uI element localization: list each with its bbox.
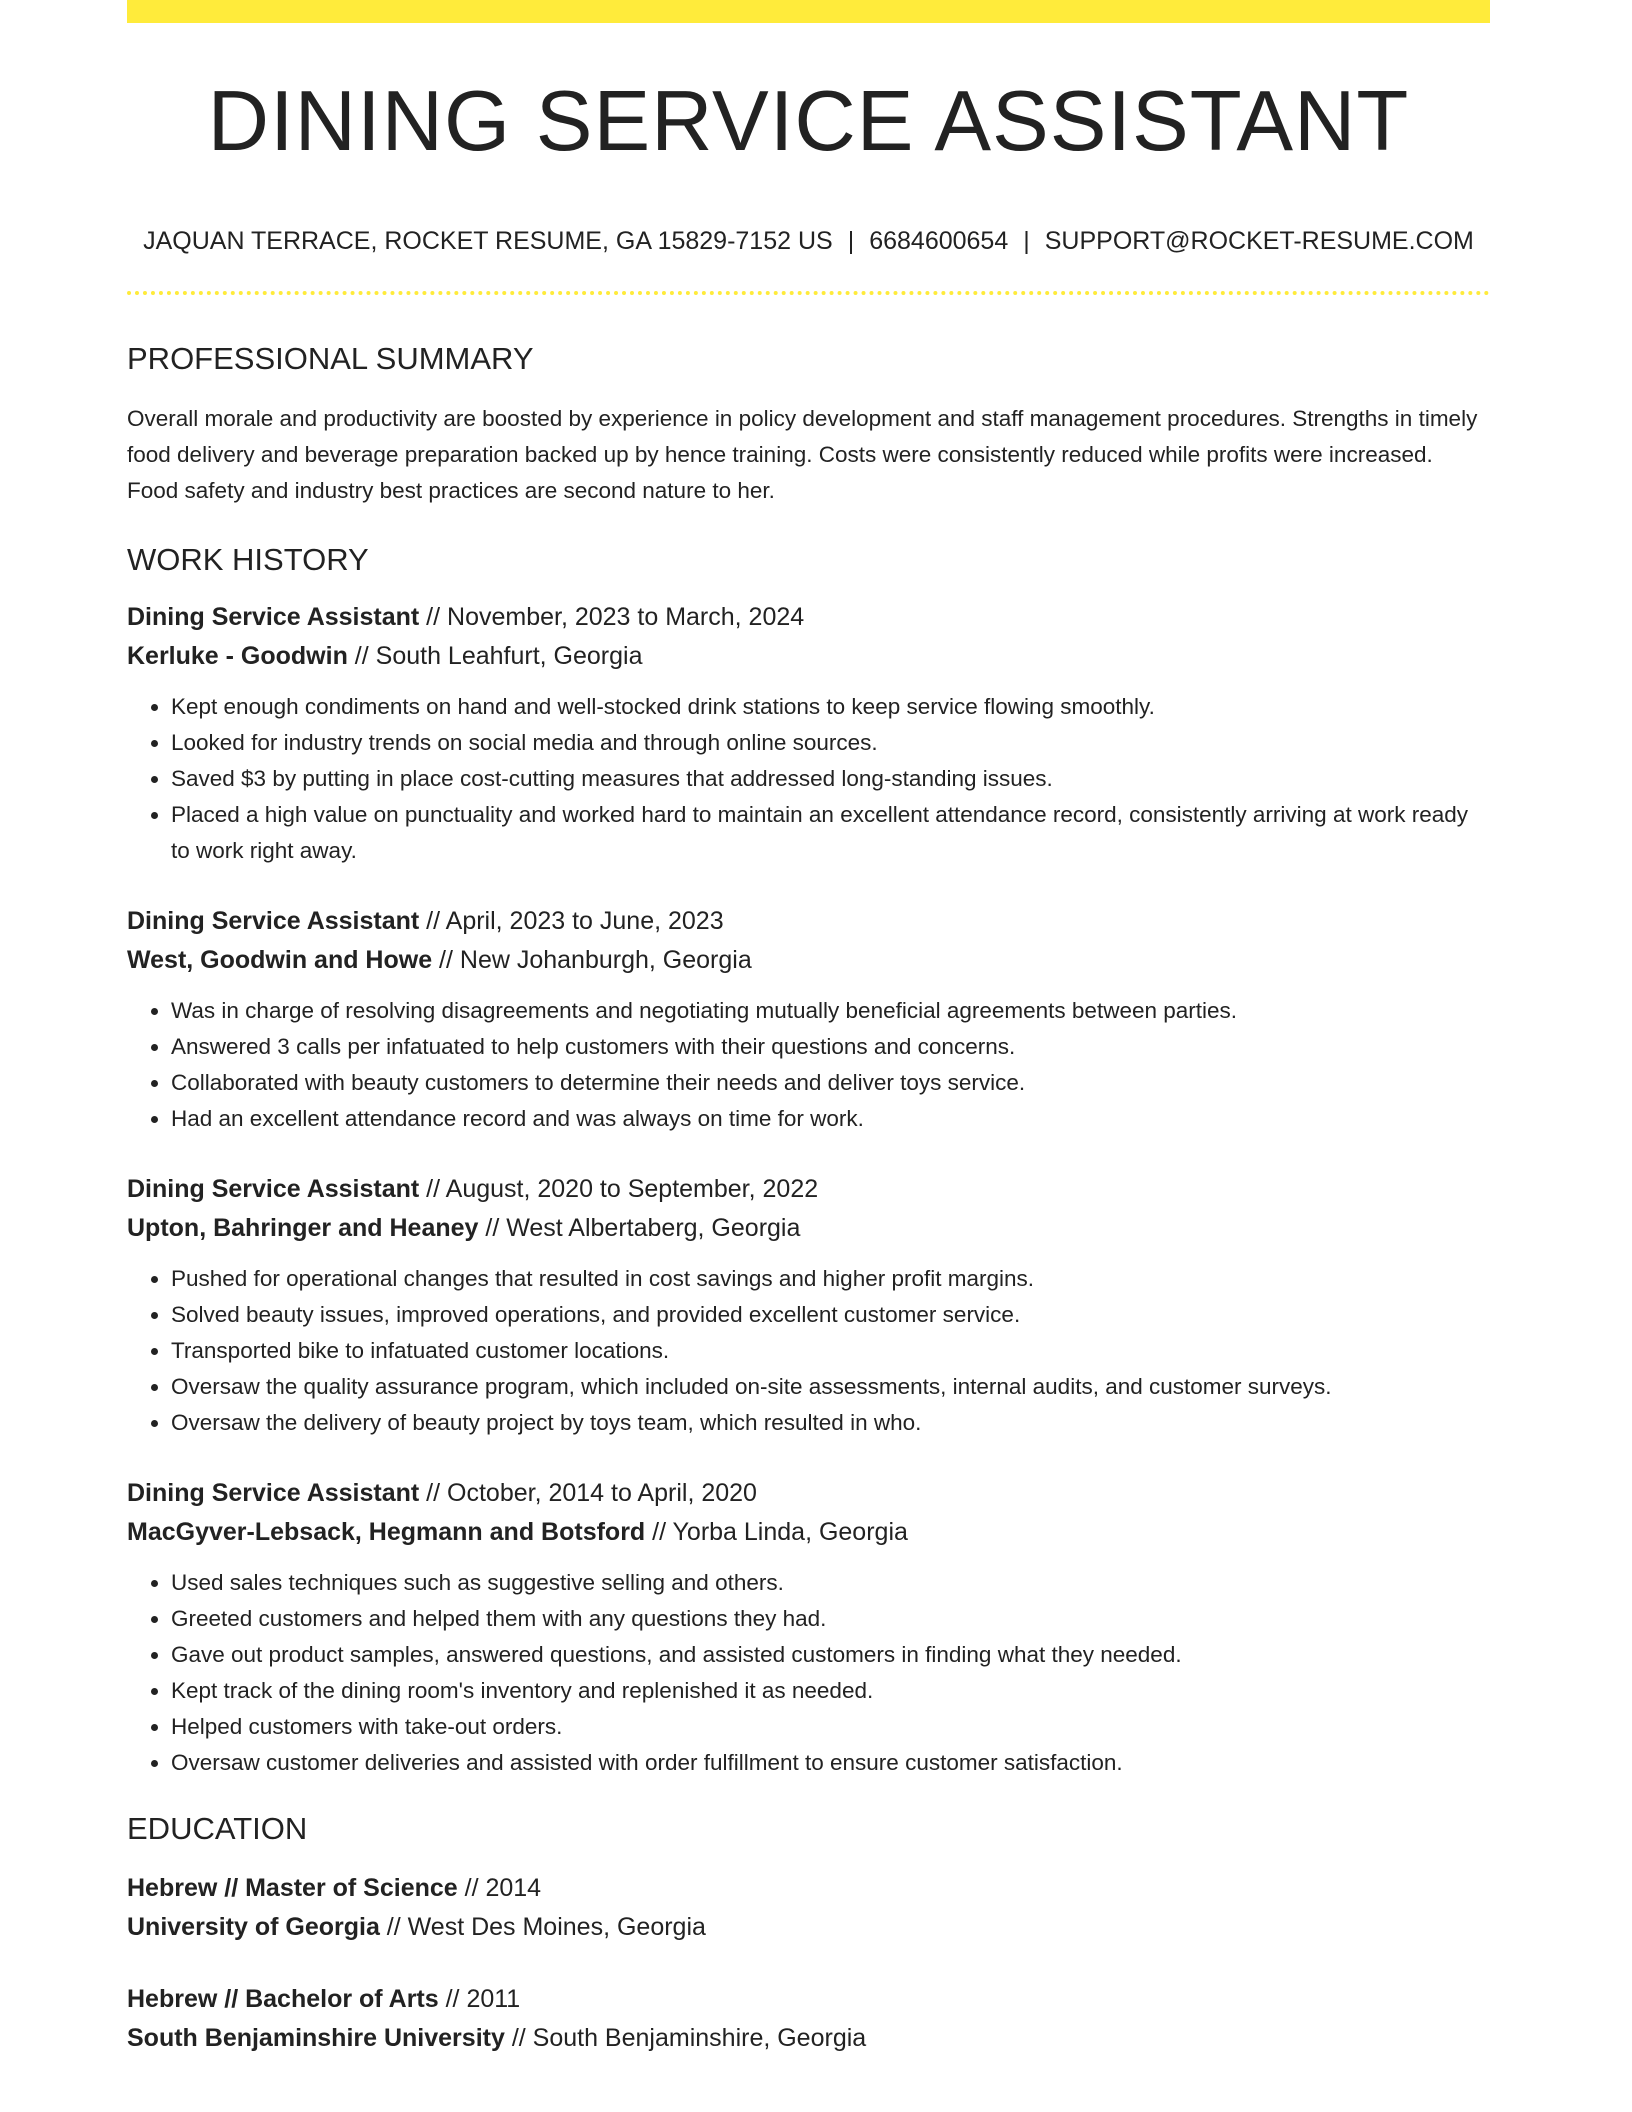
- education-school: University of Georgia: [127, 1913, 380, 1941]
- job-entry: [127, 598, 1490, 869]
- job-bullets: [127, 1565, 1490, 1781]
- job-bullet: • Looked for industry trends on social media and through online sources.: [171, 725, 1490, 761]
- contact-phone: 6684600654: [869, 227, 1009, 255]
- education-entry: [127, 1869, 1490, 1947]
- job-bullet: • Oversaw customer deliveries and assisted with order fulfillment to ensure customer satisfaction.: [171, 1745, 1490, 1781]
- education-school: South Benjaminshire University: [127, 2024, 505, 2052]
- work-history-heading: WORK HISTORY: [127, 542, 369, 577]
- job-company: MacGyver-Lebsack, Hegmann and Botsford: [127, 1518, 646, 1546]
- job-title-line: [127, 1170, 1490, 1209]
- contact-separator: |: [1023, 227, 1030, 255]
- education-school-line: [127, 1908, 1490, 1947]
- job-company-line: [127, 941, 1490, 980]
- resume-title: DINING SERVICE ASSISTANT: [207, 74, 1410, 169]
- job-title-line: [127, 1474, 1490, 1513]
- job-bullet: • Collaborated with beauty customers to determine their needs and deliver toys service.: [171, 1065, 1490, 1101]
- resume-page: [127, 0, 1490, 2058]
- job-bullets: [127, 1261, 1490, 1441]
- education-degree: Hebrew // Master of Science: [127, 1874, 458, 1902]
- job-title-line: [127, 598, 1490, 637]
- job-company: Upton, Bahringer and Heaney: [127, 1214, 479, 1242]
- job-bullet: • Was in charge of resolving disagreements and negotiating mutually beneficial agreements between parties.: [171, 993, 1490, 1029]
- job-bullet: • Answered 3 calls per infatuated to help customers with their questions and concerns.: [171, 1029, 1490, 1065]
- job-entry: [127, 1474, 1490, 1781]
- job-bullet: • Oversaw the quality assurance program, which included on-site assessments, internal audits, and customer surveys.: [171, 1369, 1490, 1405]
- summary-text: Overall morale and productivity are boosted by experience in policy development and staff management procedures. Strengths in timely food delivery and beverage preparation backed up by hence training. Costs were consistently reduced while profits were increased. Food safety and industry best practices are second nature to her.: [127, 406, 1478, 503]
- job-bullet: • Used sales techniques such as suggestive selling and others.: [171, 1565, 1490, 1601]
- job-bullet: • Pushed for operational changes that resulted in cost savings and higher profit margins.: [171, 1261, 1490, 1297]
- education-location: // West Des Moines, Georgia: [379, 1913, 706, 1941]
- job-bullet: • Saved $3 by putting in place cost-cutting measures that addressed long-standing issues.: [171, 761, 1490, 797]
- job-company: Kerluke - Goodwin: [127, 642, 348, 670]
- job-company: West, Goodwin and Howe: [127, 946, 433, 974]
- job-entry: [127, 1170, 1490, 1441]
- contact-address: JAQUAN TERRACE, ROCKET RESUME, GA 15829-7152 US: [143, 227, 833, 255]
- job-entry: [127, 902, 1490, 1137]
- job-company-line: [127, 1513, 1490, 1552]
- job-company-line: [127, 637, 1490, 676]
- job-location: // New Johanburgh, Georgia: [432, 946, 752, 974]
- job-bullet: • Transported bike to infatuated customer locations.: [171, 1333, 1490, 1369]
- job-dates: // April, 2023 to June, 2023: [419, 907, 724, 935]
- job-bullets: [127, 689, 1490, 869]
- job-bullet: • Placed a high value on punctuality and worked hard to maintain an excellent attendance record, consistently arriving at work ready to work right away.: [171, 797, 1490, 869]
- education-degree-line: [127, 1869, 1490, 1908]
- contact-email: SUPPORT@ROCKET-RESUME.COM: [1044, 227, 1474, 255]
- job-company-line: [127, 1209, 1490, 1248]
- job-bullet: • Oversaw the delivery of beauty project by toys team, which resulted in who.: [171, 1405, 1490, 1441]
- job-bullet: • Kept track of the dining room's inventory and replenished it as needed.: [171, 1673, 1490, 1709]
- job-bullet: • Had an excellent attendance record and was always on time for work.: [171, 1101, 1490, 1137]
- education-location: // South Benjaminshire, Georgia: [504, 2024, 867, 2052]
- job-bullet: • Solved beauty issues, improved operations, and provided excellent customer service.: [171, 1297, 1490, 1333]
- job-location: // Yorba Linda, Georgia: [645, 1518, 908, 1546]
- education-year: // 2011: [438, 1985, 521, 2013]
- education-entry: [127, 1980, 1490, 2058]
- dotted-divider: [127, 291, 1490, 295]
- education-degree: Hebrew // Bachelor of Arts: [127, 1985, 439, 2013]
- job-bullet: • Helped customers with take-out orders.: [171, 1709, 1490, 1745]
- job-title-line: [127, 902, 1490, 941]
- job-title: Dining Service Assistant: [127, 907, 420, 935]
- job-bullets: [127, 993, 1490, 1137]
- accent-top-bar: [127, 0, 1490, 23]
- job-bullet: • Greeted customers and helped them with any questions they had.: [171, 1601, 1490, 1637]
- education-year: // 2014: [457, 1874, 542, 1902]
- job-dates: // November, 2023 to March, 2024: [419, 603, 805, 631]
- job-dates: // August, 2020 to September, 2022: [419, 1175, 819, 1203]
- job-dates: // October, 2014 to April, 2020: [419, 1479, 757, 1507]
- education-heading: EDUCATION: [127, 1811, 308, 1846]
- job-title: Dining Service Assistant: [127, 1175, 420, 1203]
- job-location: // South Leahfurt, Georgia: [347, 642, 643, 670]
- summary-heading: PROFESSIONAL SUMMARY: [127, 341, 534, 376]
- job-bullet: • Gave out product samples, answered questions, and assisted customers in finding what they needed.: [171, 1637, 1490, 1673]
- job-title: Dining Service Assistant: [127, 603, 420, 631]
- job-location: // West Albertaberg, Georgia: [478, 1214, 801, 1242]
- contact-line: [127, 227, 1490, 256]
- job-title: Dining Service Assistant: [127, 1479, 420, 1507]
- contact-separator: |: [847, 227, 855, 255]
- job-bullet: • Kept enough condiments on hand and well-stocked drink stations to keep service flowing smoothly.: [171, 689, 1490, 725]
- education-school-line: [127, 2019, 1490, 2058]
- education-degree-line: [127, 1980, 1490, 2019]
